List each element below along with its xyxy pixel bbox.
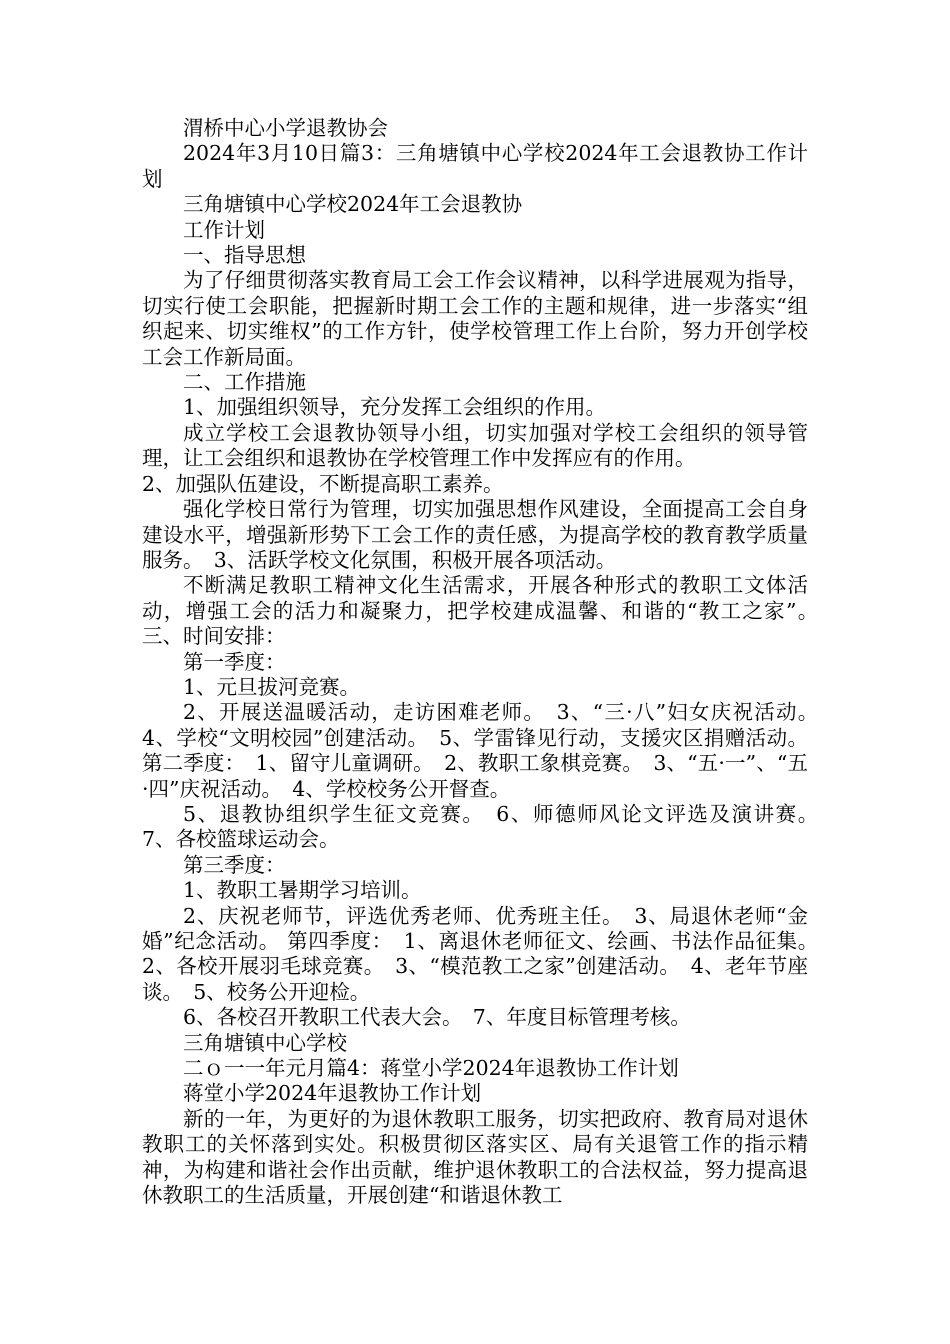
section-heading: 二、工作措施 (183, 370, 306, 395)
list-item: 2、加强队伍建设，不断提高职工素养。 (142, 471, 504, 496)
quarter-heading: 第三季度： (183, 852, 286, 877)
list-item: 1、教职工暑期学习培训。 (183, 878, 422, 903)
list-item: 1、元旦拔河竞赛。 (183, 674, 361, 699)
signature-line: 三角塘镇中心学校 (183, 1030, 347, 1055)
body-paragraph: 6、各校召开教职工代表大会。 7、年度目标管理考核。 (183, 1005, 691, 1030)
body-paragraph: 强化学校日常行为管理，切实加强思想作风建设，全面提高工会自身建设水平，增强新形势下工会工作的责任感，为提高学校的教育教学质量服务。 3、活跃学校文化氛围，积极开展各项活动。 (142, 497, 808, 572)
body-paragraph: 2、开展送温暖活动，走访困难老师。 3、“三·八”妇女庆祝活动。 4、学校“文明校园”创建活动。 5、学雷锋见行动，支援灾区捐赠活动。 第二季度： 1、留守儿童调研。 2、教职工象棋竞赛。 3、“五·一”、“五·四”庆祝活动。 4、学校校务公开督查。 (142, 700, 829, 801)
date-and-section-title: 2024年3月10日篇3：三角塘镇中心学校2024年工会退教协工作计划 (142, 141, 808, 191)
section-heading: 一、指导思想 (183, 243, 306, 268)
date-and-section-title: 二ｏ一一年元月篇4：蒋堂小学2024年退教协工作计划 (183, 1056, 679, 1081)
body-paragraph: 5、退教协组织学生征文竞赛。 6、师德师风论文评选及演讲赛。 7、各校篮球运动会。 (142, 801, 829, 852)
body-paragraph: 不断满足教职工精神文化生活需求，开展各种形式的教职工文体活动，增强工会的活力和凝聚力，把学校建成温馨、和谐的“教工之家”。 三、时间安排： (142, 573, 829, 649)
plan-title: 蒋堂小学2024年退教协工作计划 (183, 1081, 482, 1106)
body-paragraph: 成立学校工会退教协领导小组，切实加强对学校工会组织的领导管理，让工会组织和退教协在学校管理工作中发挥应有的作用。 (142, 420, 808, 471)
plan-subtitle: 工作计划 (183, 217, 265, 242)
body-paragraph: 新的一年，为更好的为退休教职工服务，切实把政府、教育局对退休教职工的关怀落到实处。积极贯彻区落实区、局有关退管工作的指示精神，为构建和谐社会作出贡献，维护退休教职工的合法权益，努力提高退休教职工的生活质量，开展创建“和谐退休教工 (142, 1106, 808, 1208)
body-paragraph: 为了仔细贯彻落实教育局工会工作会议精神，以科学进展观为指导，切实行使工会职能，把握新时期工会工作的主题和规律，进一步落实“组织起来、切实维权”的工作方针，使学校管理工作上台阶，努力开创学校工会工作新局面。 (142, 268, 808, 369)
plan-title: 三角塘镇中心学校2024年工会退教协 (183, 192, 523, 217)
quarter-heading: 第一季度： (183, 649, 286, 674)
body-paragraph: 2、庆祝老师节，评选优秀老师、优秀班主任。 3、局退休老师“金婚”纪念活动。 第四季度： 1、离退休老师征文、绘画、书法作品征集。 2、各校开展羽毛球竞赛。 3、“模范教工之家”创建活动。 4、老年节座谈。 5、校务公开迎检。 (142, 903, 829, 1004)
list-item: 1、加强组织领导，充分发挥工会组织的作用。 (183, 395, 607, 420)
signature-line: 渭桥中心小学退教协会 (183, 116, 388, 140)
